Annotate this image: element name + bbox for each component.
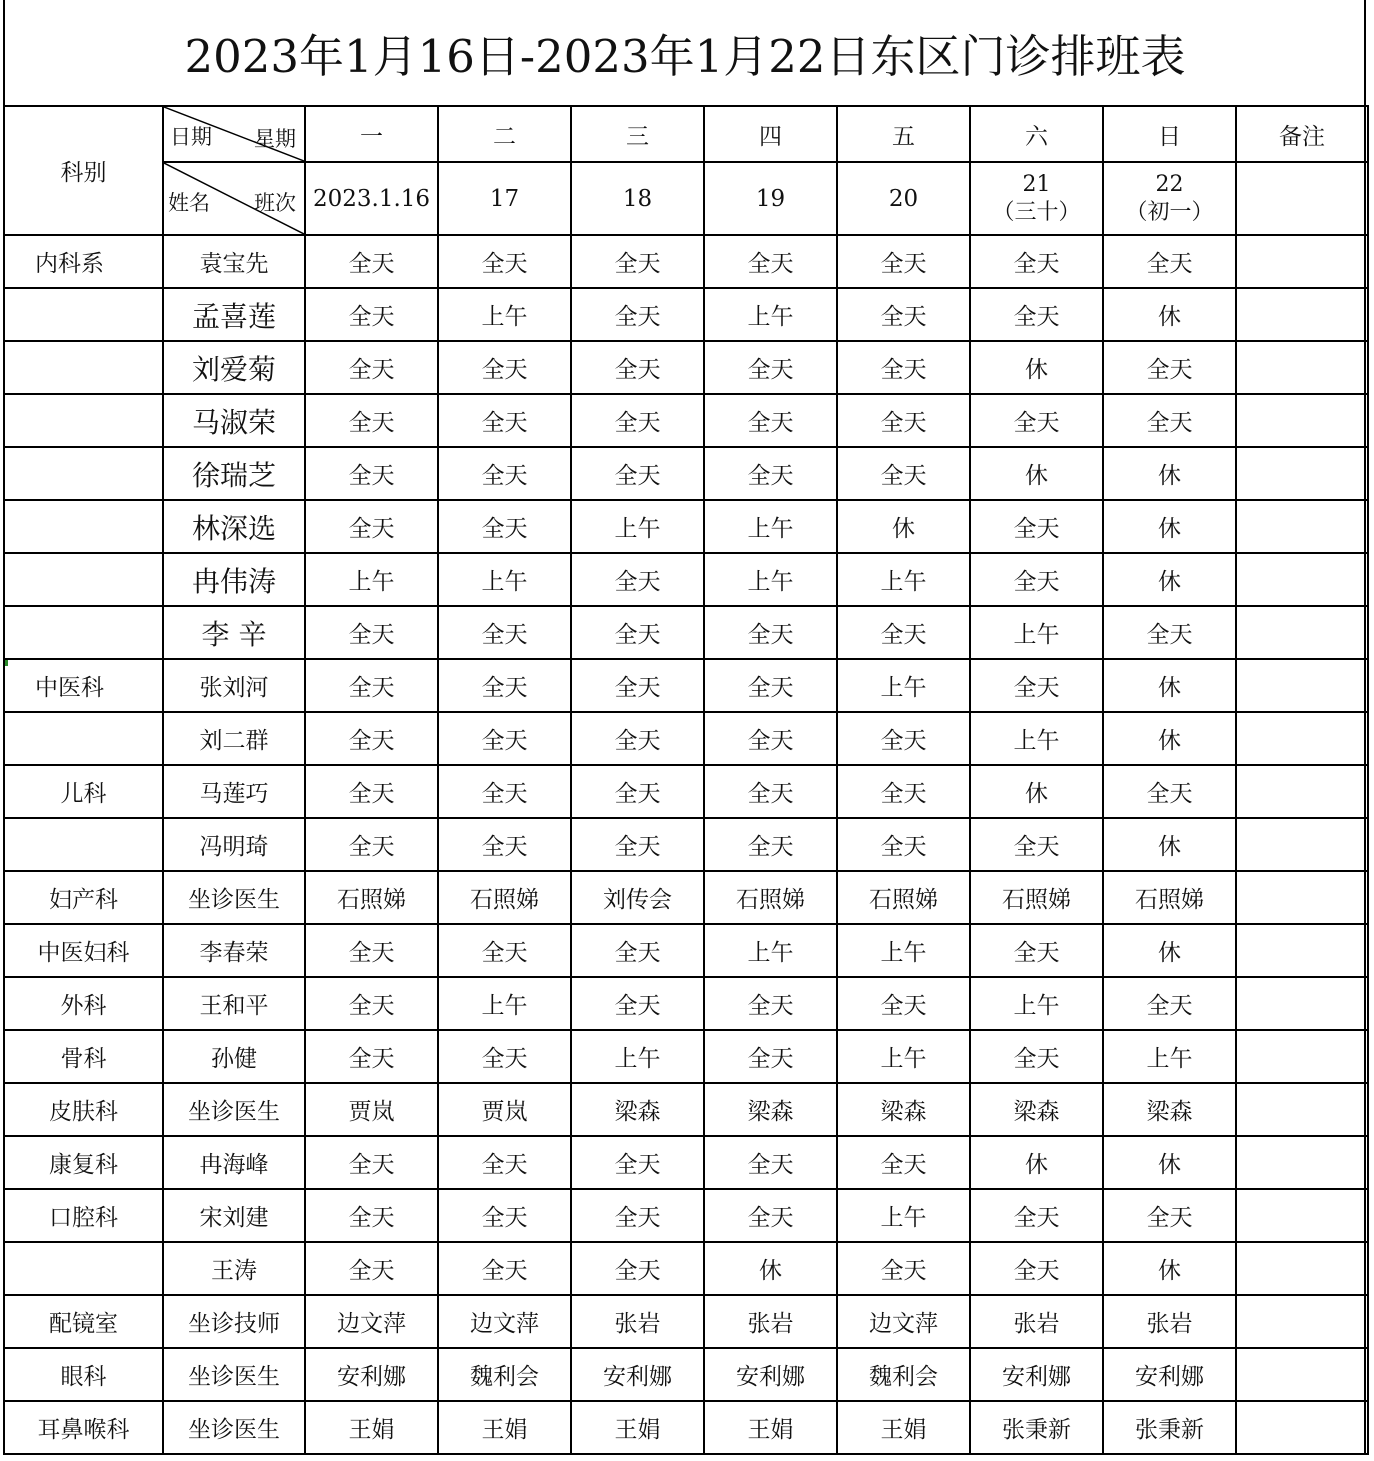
- dept-cell: [4, 288, 163, 341]
- shift-cell: 上午: [438, 553, 571, 606]
- shift-cell: 全天: [571, 977, 704, 1030]
- shift-cell: 张秉新: [970, 1401, 1103, 1454]
- shift-cell: 全天: [305, 977, 438, 1030]
- shift-cell: 张岩: [571, 1295, 704, 1348]
- shift-cell: 魏利会: [438, 1348, 571, 1401]
- date-note: （三十）: [992, 199, 1081, 225]
- dept-cell: [4, 606, 163, 659]
- name-cell: 李 辛: [163, 606, 305, 659]
- shift-cell: 全天: [970, 553, 1103, 606]
- shift-cell: 全天: [438, 765, 571, 818]
- shift-cell: 全天: [571, 1189, 704, 1242]
- shift-cell: 张岩: [970, 1295, 1103, 1348]
- remark-cell: [1236, 1242, 1368, 1295]
- shift-cell: 上午: [704, 553, 837, 606]
- shift-cell: 休: [970, 765, 1103, 818]
- shift-cell: 全天: [970, 659, 1103, 712]
- shift-cell: 上午: [704, 500, 837, 553]
- remark-cell: [1236, 1189, 1368, 1242]
- name-cell: 张刘河: [163, 659, 305, 712]
- shift-cell: 全天: [704, 1136, 837, 1189]
- shift-cell: 全天: [571, 553, 704, 606]
- shift-cell: 全天: [305, 1030, 438, 1083]
- shift-cell: 休: [1103, 553, 1236, 606]
- table-row: [4, 712, 1368, 765]
- shift-cell: 全天: [704, 659, 837, 712]
- shift-cell: 全天: [305, 500, 438, 553]
- dept-cell: [4, 553, 163, 606]
- table-row: [4, 871, 1368, 924]
- shift-cell: 全天: [970, 288, 1103, 341]
- dept-cell: 耳鼻喉科: [4, 1401, 163, 1454]
- shift-cell: 全天: [1103, 235, 1236, 288]
- table-row: [4, 1189, 1368, 1242]
- shift-cell: 张岩: [704, 1295, 837, 1348]
- table-row: [4, 1242, 1368, 1295]
- dept-cell: [4, 712, 163, 765]
- remark-cell: [1236, 341, 1368, 394]
- shift-cell: 上午: [837, 1189, 970, 1242]
- name-cell: 孙健: [163, 1030, 305, 1083]
- date-week-header: [163, 106, 305, 162]
- shift-cell: 全天: [571, 765, 704, 818]
- header-row-dates: [4, 162, 1368, 235]
- shift-cell: 全天: [305, 712, 438, 765]
- shift-cell: 石照娣: [970, 871, 1103, 924]
- shift-cell: 边文萍: [438, 1295, 571, 1348]
- shift-cell: 全天: [571, 1136, 704, 1189]
- name-cell: 宋刘建: [163, 1189, 305, 1242]
- name-cell: 冉伟涛: [163, 553, 305, 606]
- remark-cell: [1236, 765, 1368, 818]
- shift-cell: 全天: [970, 1242, 1103, 1295]
- shift-cell: 全天: [305, 606, 438, 659]
- shift-cell: 上午: [305, 553, 438, 606]
- shift-cell: 上午: [438, 288, 571, 341]
- name-cell: 马莲巧: [163, 765, 305, 818]
- shift-cell: 魏利会: [837, 1348, 970, 1401]
- shift-cell: 全天: [704, 341, 837, 394]
- remark-cell: [1236, 1348, 1368, 1401]
- shift-cell: 休: [970, 1136, 1103, 1189]
- shift-cell: 贾岚: [438, 1083, 571, 1136]
- shift-cell: 全天: [305, 765, 438, 818]
- dept-cell: [4, 341, 163, 394]
- shift-cell: 休: [1103, 500, 1236, 553]
- shift-cell: 上午: [704, 924, 837, 977]
- week-label: 星期: [254, 127, 296, 151]
- date-cell: 18: [571, 162, 704, 235]
- name-cell: 孟喜莲: [163, 288, 305, 341]
- shift-cell: 全天: [704, 765, 837, 818]
- dept-cell: [4, 394, 163, 447]
- date-number: 21: [1022, 171, 1051, 197]
- dept-cell: 内科系: [4, 235, 163, 288]
- shift-cell: 休: [1103, 712, 1236, 765]
- shift-cell: 全天: [305, 341, 438, 394]
- remark-header: 备注: [1236, 106, 1368, 162]
- shift-cell: 全天: [438, 1242, 571, 1295]
- name-cell: 王涛: [163, 1242, 305, 1295]
- shift-cell: 全天: [571, 606, 704, 659]
- shift-cell: 全天: [970, 1030, 1103, 1083]
- date-label: 日期: [170, 125, 212, 149]
- shift-cell: 王娟: [438, 1401, 571, 1454]
- shift-cell: 全天: [571, 341, 704, 394]
- shift-cell: 全天: [1103, 606, 1236, 659]
- shift-cell: 梁森: [704, 1083, 837, 1136]
- shift-cell: 上午: [438, 977, 571, 1030]
- name-cell: 坐诊医生: [163, 1348, 305, 1401]
- shift-cell: 全天: [305, 394, 438, 447]
- shift-cell: 全天: [704, 712, 837, 765]
- table-row: [4, 1348, 1368, 1401]
- name-label: 姓名: [168, 191, 210, 215]
- shift-cell: 上午: [970, 712, 1103, 765]
- dept-cell: 儿科: [4, 765, 163, 818]
- shift-cell: 全天: [1103, 341, 1236, 394]
- shift-cell: 全天: [438, 924, 571, 977]
- shift-cell: 休: [704, 1242, 837, 1295]
- weekday-cell: 五: [837, 106, 970, 162]
- table-row: [4, 659, 1368, 712]
- shift-cell: 全天: [305, 235, 438, 288]
- shift-cell: 安利娜: [970, 1348, 1103, 1401]
- shift-cell: 梁森: [837, 1083, 970, 1136]
- dept-header: 科别: [4, 106, 163, 235]
- remark-cell: [1236, 924, 1368, 977]
- shift-cell: 全天: [837, 1136, 970, 1189]
- shift-cell: 全天: [438, 341, 571, 394]
- shift-cell: 梁森: [970, 1083, 1103, 1136]
- shift-cell: 王娟: [571, 1401, 704, 1454]
- shift-cell: 休: [1103, 447, 1236, 500]
- remark-cell: [1236, 162, 1368, 235]
- remark-cell: [1236, 394, 1368, 447]
- remark-cell: [1236, 447, 1368, 500]
- shift-cell: 全天: [704, 235, 837, 288]
- shift-label: 班次: [254, 191, 296, 215]
- name-cell: 坐诊医生: [163, 1401, 305, 1454]
- shift-cell: 全天: [571, 235, 704, 288]
- table-row: [4, 765, 1368, 818]
- shift-cell: 全天: [837, 606, 970, 659]
- date-note: （初一）: [1125, 199, 1214, 225]
- shift-cell: 全天: [571, 712, 704, 765]
- shift-cell: 梁森: [1103, 1083, 1236, 1136]
- shift-cell: 全天: [1103, 765, 1236, 818]
- name-cell: 袁宝先: [163, 235, 305, 288]
- shift-cell: 全天: [571, 288, 704, 341]
- table-row: [4, 235, 1368, 288]
- shift-cell: 全天: [305, 659, 438, 712]
- table-row: [4, 1083, 1368, 1136]
- shift-cell: 全天: [438, 1030, 571, 1083]
- weekday-cell: 二: [438, 106, 571, 162]
- dept-cell: [4, 818, 163, 871]
- dept-cell: [4, 447, 163, 500]
- remark-cell: [1236, 288, 1368, 341]
- dept-cell: 皮肤科: [4, 1083, 163, 1136]
- shift-cell: 石照娣: [438, 871, 571, 924]
- shift-cell: 全天: [704, 447, 837, 500]
- shift-cell: 王娟: [305, 1401, 438, 1454]
- shift-cell: 上午: [704, 288, 837, 341]
- shift-cell: 上午: [970, 977, 1103, 1030]
- shift-cell: 全天: [704, 977, 837, 1030]
- date-cell: [1103, 162, 1236, 235]
- weekday-cell: 六: [970, 106, 1103, 162]
- shift-cell: 全天: [1103, 394, 1236, 447]
- shift-cell: 休: [837, 500, 970, 553]
- shift-cell: 休: [1103, 1242, 1236, 1295]
- name-cell: 李春荣: [163, 924, 305, 977]
- date-cell: 2023.1.16: [305, 162, 438, 235]
- shift-cell: 安利娜: [305, 1348, 438, 1401]
- shift-cell: 贾岚: [305, 1083, 438, 1136]
- shift-cell: 边文萍: [305, 1295, 438, 1348]
- remark-cell: [1236, 1030, 1368, 1083]
- table-row: [4, 394, 1368, 447]
- table-row: [4, 1295, 1368, 1348]
- dept-cell: 康复科: [4, 1136, 163, 1189]
- shift-cell: 安利娜: [571, 1348, 704, 1401]
- shift-cell: 全天: [837, 1242, 970, 1295]
- shift-cell: 全天: [305, 447, 438, 500]
- shift-cell: 刘传会: [571, 871, 704, 924]
- shift-cell: 全天: [438, 500, 571, 553]
- shift-cell: 全天: [970, 1189, 1103, 1242]
- weekday-cell: 一: [305, 106, 438, 162]
- shift-cell: 上午: [837, 659, 970, 712]
- table-row: [4, 1030, 1368, 1083]
- shift-cell: 全天: [438, 235, 571, 288]
- shift-cell: 全天: [305, 1136, 438, 1189]
- name-cell: 马淑荣: [163, 394, 305, 447]
- shift-cell: 休: [1103, 659, 1236, 712]
- shift-cell: 休: [1103, 288, 1236, 341]
- remark-cell: [1236, 712, 1368, 765]
- dept-cell: [4, 500, 163, 553]
- date-cell: 20: [837, 162, 970, 235]
- name-cell: 刘二群: [163, 712, 305, 765]
- shift-cell: 全天: [970, 235, 1103, 288]
- shift-cell: 休: [970, 447, 1103, 500]
- shift-cell: 全天: [305, 818, 438, 871]
- header-row-weekdays: [4, 106, 1368, 162]
- name-cell: 坐诊技师: [163, 1295, 305, 1348]
- remark-cell: [1236, 235, 1368, 288]
- name-cell: 坐诊医生: [163, 1083, 305, 1136]
- schedule-table: [3, 105, 1369, 1455]
- shift-cell: 上午: [970, 606, 1103, 659]
- shift-cell: 休: [1103, 818, 1236, 871]
- table-row: [4, 606, 1368, 659]
- name-cell: 徐瑞芝: [163, 447, 305, 500]
- name-cell: 坐诊医生: [163, 871, 305, 924]
- remark-cell: [1236, 871, 1368, 924]
- shift-cell: 全天: [571, 1242, 704, 1295]
- shift-cell: 全天: [837, 712, 970, 765]
- shift-cell: 全天: [704, 1030, 837, 1083]
- dept-cell: 口腔科: [4, 1189, 163, 1242]
- shift-cell: 全天: [305, 924, 438, 977]
- shift-cell: 休: [1103, 924, 1236, 977]
- date-cell: [970, 162, 1103, 235]
- name-cell: 冯明琦: [163, 818, 305, 871]
- shift-cell: 全天: [438, 394, 571, 447]
- table-row: [4, 1401, 1368, 1454]
- shift-cell: 休: [1103, 1136, 1236, 1189]
- dept-cell: 妇产科: [4, 871, 163, 924]
- date-cell: 17: [438, 162, 571, 235]
- shift-cell: 休: [970, 341, 1103, 394]
- remark-cell: [1236, 1136, 1368, 1189]
- shift-cell: 上午: [571, 500, 704, 553]
- table-row: [4, 1136, 1368, 1189]
- shift-cell: 全天: [438, 712, 571, 765]
- shift-cell: 全天: [837, 341, 970, 394]
- dept-cell: 中医妇科: [4, 924, 163, 977]
- name-cell: 王和平: [163, 977, 305, 1030]
- table-row: [4, 447, 1368, 500]
- shift-cell: 安利娜: [1103, 1348, 1236, 1401]
- remark-cell: [1236, 1401, 1368, 1454]
- table-row: [4, 341, 1368, 394]
- remark-cell: [1236, 500, 1368, 553]
- shift-cell: 全天: [438, 1136, 571, 1189]
- shift-cell: 全天: [704, 818, 837, 871]
- remark-cell: [1236, 553, 1368, 606]
- dept-cell: 眼科: [4, 1348, 163, 1401]
- shift-cell: 全天: [305, 1189, 438, 1242]
- shift-cell: 全天: [970, 500, 1103, 553]
- dept-cell: [4, 1242, 163, 1295]
- shift-cell: 全天: [438, 447, 571, 500]
- shift-cell: 全天: [571, 447, 704, 500]
- name-cell: 冉海峰: [163, 1136, 305, 1189]
- dept-cell: 中医科: [4, 659, 163, 712]
- name-shift-header: [163, 162, 305, 235]
- shift-cell: 石照娣: [1103, 871, 1236, 924]
- shift-cell: 石照娣: [305, 871, 438, 924]
- weekday-cell: 四: [704, 106, 837, 162]
- shift-cell: 上午: [1103, 1030, 1236, 1083]
- shift-cell: 全天: [837, 288, 970, 341]
- dept-cell: 骨科: [4, 1030, 163, 1083]
- remark-cell: [1236, 1295, 1368, 1348]
- remark-cell: [1236, 606, 1368, 659]
- shift-cell: 全天: [837, 818, 970, 871]
- shift-cell: 全天: [837, 235, 970, 288]
- shift-cell: 全天: [704, 606, 837, 659]
- shift-cell: 石照娣: [704, 871, 837, 924]
- dept-cell: 外科: [4, 977, 163, 1030]
- shift-cell: 上午: [837, 1030, 970, 1083]
- shift-cell: 全天: [438, 659, 571, 712]
- remark-cell: [1236, 659, 1368, 712]
- shift-cell: 上午: [837, 924, 970, 977]
- shift-cell: 全天: [438, 606, 571, 659]
- weekday-cell: 三: [571, 106, 704, 162]
- remark-cell: [1236, 977, 1368, 1030]
- shift-cell: 石照娣: [837, 871, 970, 924]
- remark-cell: [1236, 818, 1368, 871]
- shift-cell: 全天: [571, 394, 704, 447]
- shift-cell: 全天: [438, 1189, 571, 1242]
- page-title: 2023年1月16日-2023年1月22日东区门诊排班表: [184, 30, 1186, 83]
- shift-cell: 梁森: [571, 1083, 704, 1136]
- table-row: [4, 924, 1368, 977]
- dept-cell: 配镜室: [4, 1295, 163, 1348]
- table-row: [4, 500, 1368, 553]
- shift-cell: 张岩: [1103, 1295, 1236, 1348]
- table-row: [4, 553, 1368, 606]
- shift-cell: 全天: [970, 818, 1103, 871]
- shift-cell: 全天: [704, 394, 837, 447]
- shift-cell: 全天: [837, 447, 970, 500]
- shift-cell: 全天: [837, 394, 970, 447]
- shift-cell: 全天: [571, 659, 704, 712]
- shift-cell: 全天: [571, 818, 704, 871]
- shift-cell: 全天: [704, 1189, 837, 1242]
- name-cell: 林深选: [163, 500, 305, 553]
- shift-cell: 全天: [438, 818, 571, 871]
- shift-cell: 全天: [837, 977, 970, 1030]
- table-row: [4, 288, 1368, 341]
- shift-cell: 边文萍: [837, 1295, 970, 1348]
- weekday-cell: 日: [1103, 106, 1236, 162]
- date-number: 22: [1155, 171, 1184, 197]
- shift-cell: 全天: [1103, 977, 1236, 1030]
- shift-cell: 全天: [305, 1242, 438, 1295]
- shift-cell: 全天: [837, 765, 970, 818]
- shift-cell: 全天: [305, 288, 438, 341]
- shift-cell: 全天: [571, 924, 704, 977]
- shift-cell: 上午: [837, 553, 970, 606]
- shift-cell: 全天: [970, 394, 1103, 447]
- table-row: [4, 818, 1368, 871]
- remark-cell: [1236, 1083, 1368, 1136]
- shift-cell: 安利娜: [704, 1348, 837, 1401]
- shift-cell: 王娟: [837, 1401, 970, 1454]
- shift-cell: 张秉新: [1103, 1401, 1236, 1454]
- shift-cell: 王娟: [704, 1401, 837, 1454]
- name-cell: 刘爱菊: [163, 341, 305, 394]
- shift-cell: 全天: [970, 924, 1103, 977]
- shift-cell: 全天: [1103, 1189, 1236, 1242]
- table-row: [4, 977, 1368, 1030]
- date-cell: 19: [704, 162, 837, 235]
- shift-cell: 上午: [571, 1030, 704, 1083]
